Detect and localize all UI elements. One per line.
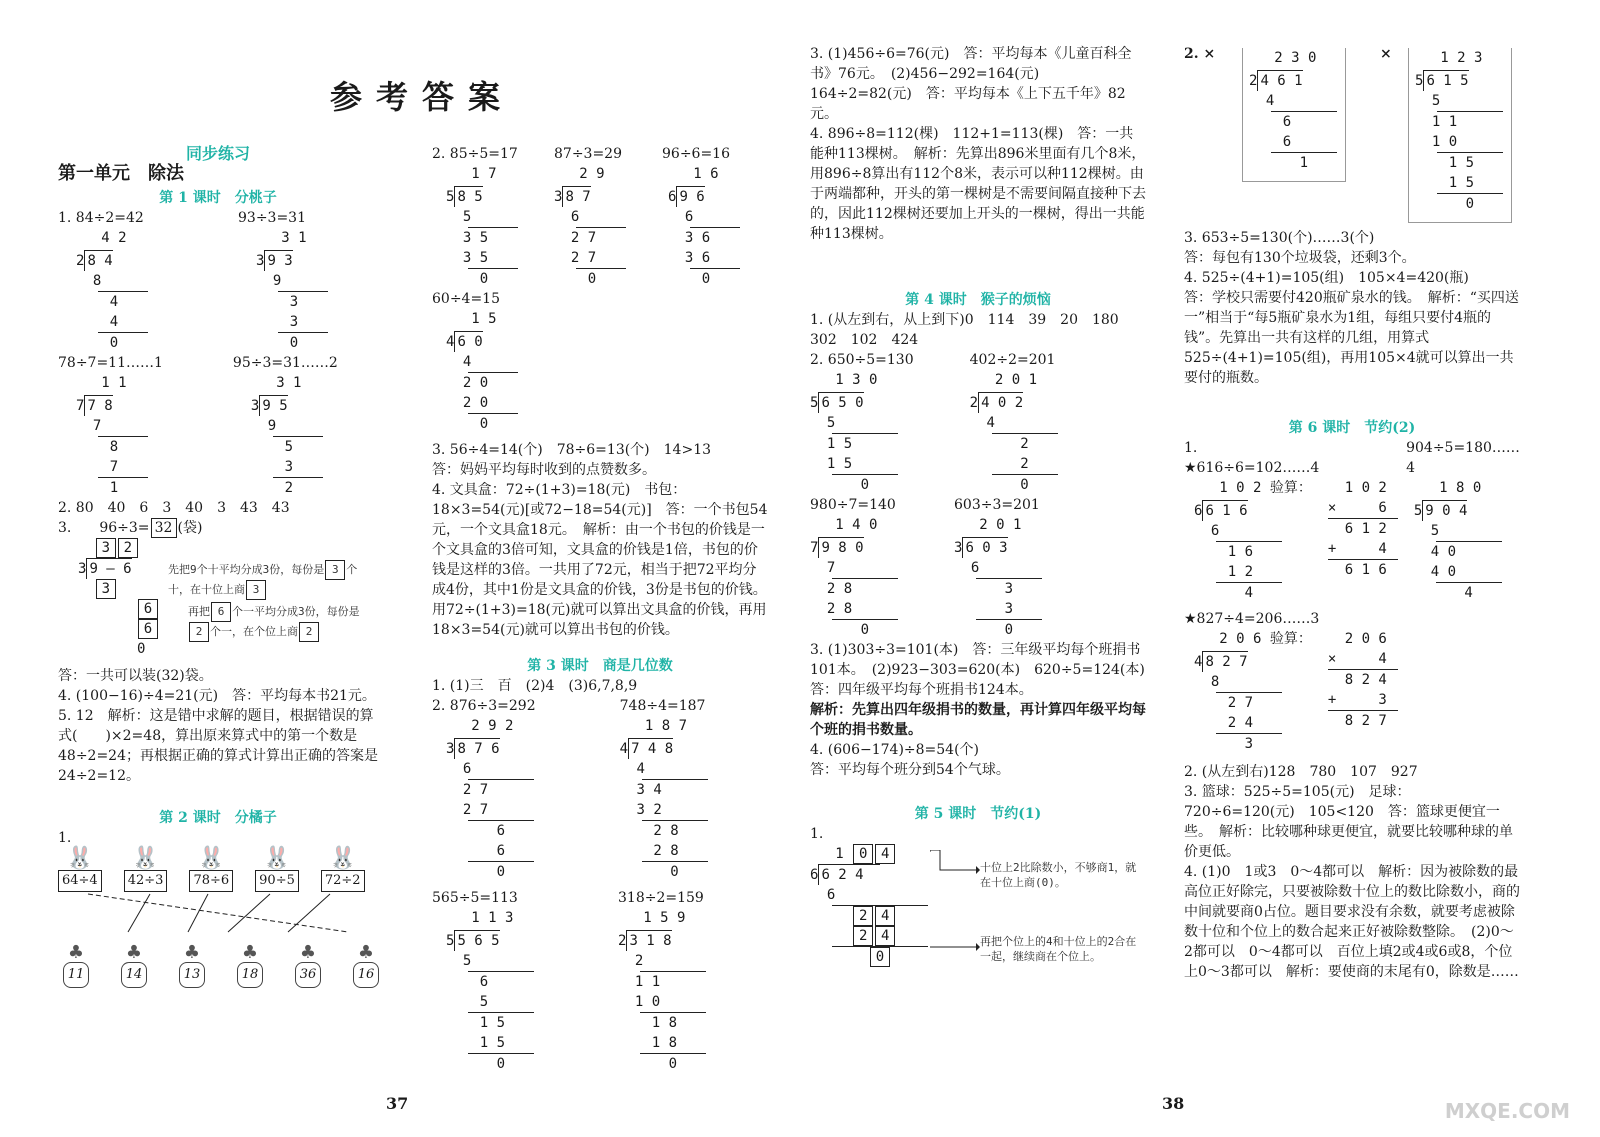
c4-q61-header (1184, 438, 1520, 478)
q1c-equation: 78÷7=11……1 (58, 355, 163, 371)
c2-q32b-equation: 748÷4=187 (619, 698, 706, 714)
long-division: 1 5 4 6 0 4 2 0 2 0 0 (446, 309, 768, 434)
q3-note-1: 先把9个十平均分成3份，每份是 3 个十，在十位上商 3 (168, 560, 358, 600)
c3-q42a-equation: 2. 650÷5=130 (810, 352, 914, 368)
q1b-equation: 93÷3=31 (238, 210, 306, 226)
carrot-icon: ♣ 11 (58, 944, 94, 988)
rabbit-icon: 🐰 (263, 846, 291, 871)
long-division: 1 6 6 9 6 6 3 6 3 6 0 (668, 164, 740, 289)
long-division: 2 0 1 2 4 0 2 4 2 2 0 (970, 370, 1058, 495)
c2-q32a-equation: 2. 876÷3=292 (432, 698, 536, 714)
c4-q63: 3. 篮球：525÷5=105(元) 足球：720÷6=120(元) 105<120 答：篮球更便宜一些。 解析：比较哪种球更便宜，就要比较哪种球的单价更低。 (1184, 784, 1513, 860)
c4-q3-answer: 答：每包有130个垃圾袋，还剩3个。 (1184, 250, 1416, 266)
c2-q2d-equation: 60÷4=15 (432, 291, 500, 307)
long-division: 1 8 0 5 9 0 4 5 4 0 4 0 4 (1414, 478, 1502, 603)
q3-note-2: 再把 6 个一平均分成3份，每份是2 个一，在个位上商 2 (188, 602, 378, 642)
q51-division-diagram: 1 0 4 6 6 2 4 6 2 4 2 4 0 十位上2比除数小，不够商1，就在十位上商(0)。 再把个位上的4和十位上的2合在一起，继续商在个位上。 (810, 844, 1146, 1014)
c3-q44-answer: 答：平均每个班分到54个气球。 (810, 762, 1010, 778)
lesson-heading-4: 第 4 课时 猴子的烦恼 (905, 292, 1051, 308)
q5-answer: 5. 12 解析：这是错中求解的题目，根据错误的算式( )×2=48，算出原来算式中的第一个数是48÷2=24；再根据正确的算式计算出正确的答案是24÷2=12。 (58, 708, 378, 784)
c2-q32-row-2 (432, 888, 768, 1074)
c3-q42d-equation: 603÷3=201 (954, 497, 1040, 513)
c3-q43-analysis: 解析：先算出四年级捐书的数量，再计算四年级平均每个班的捐书数量。 (810, 702, 1146, 738)
long-division: 1 7 5 8 5 5 3 5 3 5 0 (446, 164, 518, 289)
lesson-heading-1: 第 1 课时 分桃子 (159, 190, 277, 206)
c3-q42-row-1 (810, 350, 1146, 495)
c3-q44: 4. (606−174)÷8=54(个) (810, 742, 980, 758)
section-heading: 同步练习 (185, 144, 250, 163)
carrot-row (58, 944, 378, 988)
long-division: 1 3 0 5 6 5 0 5 1 5 1 5 0 (810, 370, 914, 495)
c3-q43: 3. (1)303÷3=101(本) 答：三年级平均每个班捐书101本。 (2)923−303=620(本) 620÷5=124(本) 答：四年级平均每个班捐书124本。 (810, 642, 1159, 698)
page-title: 参考答案 (330, 78, 515, 116)
c4-q64: 4. (1)0 1或3 0～4都可以 解析：因为被除数的最高位正好除完，只要被除数十位上的数比除数小，商的中间就要商0占位。题目要求没有余数，就要考虑被除数十位和个位上的数合起来正好被除数整除。 (2)0～2都可以 0～4都可以 百位上填2或4或6或8，个位上0～3都可以 解析：要使商的末尾有0，除数是…… (1184, 864, 1520, 980)
c4-q3: 3. 653÷5=130(个)……3(个) (1184, 230, 1375, 246)
lesson-heading-6: 第 6 课时 节约(2) (1288, 420, 1416, 436)
carrot-icon: ♣ 18 (232, 944, 268, 988)
c4-q2-block (1184, 44, 1520, 214)
page-number-right: 38 (1162, 1094, 1185, 1113)
rabbit-card: 🐰 78÷6 (189, 848, 233, 892)
c2-q2a-equation: 2. 85÷5=17 (432, 146, 518, 162)
watermark: MXQE.COM (1444, 1099, 1570, 1123)
c2-q31: 1. (1)三 百 (2)4 (3)6,7,8,9 (432, 678, 638, 694)
rabbit-card: 🐰 72÷2 (321, 848, 365, 892)
c2-q2-row (432, 144, 768, 289)
page-number-left: 37 (386, 1094, 409, 1113)
q1-row-2 (58, 353, 378, 498)
rabbit-row (58, 848, 378, 892)
lesson-heading-2: 第 2 课时 分橘子 (159, 810, 277, 826)
q51-note-1: 十位上2比除数小，不够商1，就在十位上商(0)。 (980, 861, 1137, 889)
long-division: 2 9 3 8 7 6 2 7 2 7 0 (554, 164, 626, 289)
c2-q3: 3. 56÷4=14(个) 78÷6=13(个) 14>13 (432, 442, 712, 458)
c4-q61b: 904÷5=180……4 (1406, 440, 1520, 476)
c2-q3-answer: 答：妈妈平均每时收到的点赞数多。 (432, 462, 656, 478)
rabbit-icon: 🐰 (197, 846, 225, 871)
column-2 (432, 144, 768, 1074)
long-division: 1 4 0 7 9 8 0 7 2 8 2 8 0 (810, 515, 898, 640)
check-multiplication: 1 0 2 × 6 6 1 2 + 4 6 1 6 (1328, 478, 1398, 603)
check-multiplication: 2 0 6 × 4 8 2 4 + 3 8 2 7 (1328, 629, 1398, 754)
c2-q2b-equation: 87÷3=29 (554, 146, 622, 162)
column-1 (58, 144, 378, 988)
q51-note-2: 再把个位上的4和十位上的2合在一起，继续商在个位上。 (980, 935, 1137, 963)
c4-q61c-work (1184, 629, 1520, 754)
q3-label: 3. 96÷3= 32 (袋) (58, 520, 203, 536)
c3-q51: 1. (810, 826, 824, 842)
long-division: 1 1 3 5 5 6 5 5 6 5 1 5 1 5 0 (446, 908, 534, 1074)
lesson-heading-3: 第 3 课时 商是几位数 (527, 658, 673, 674)
long-division: 2 0 1 3 6 0 3 6 3 3 0 (954, 515, 1042, 640)
c3-q42b-equation: 402÷2=201 (969, 352, 1056, 368)
q3-answer: 答：一共可以装(32)袋。 (58, 668, 213, 684)
long-division: 1 5 9 2 3 1 8 2 1 1 1 0 1 8 1 8 0 (618, 908, 706, 1074)
long-division: 1 8 7 4 7 4 8 4 3 4 3 2 2 8 2 8 0 (620, 716, 708, 882)
rabbit-icon: 🐰 (66, 846, 94, 871)
c4-q4-answer: 答：学校只需要付420瓶矿泉水的钱。 解析：“买四送一”相当于“每5瓶矿泉水为1组，每组只要付4瓶的钱”。先算出一共有这样的几组，用算式525÷(4+1)=105(组)，再用105×4就可以算出一共要付的瓶数。 (1184, 290, 1519, 386)
q1a-equation: 1. 84÷2=42 (58, 210, 144, 226)
q2-answer: 2. 80 40 6 3 40 3 43 43 (58, 500, 290, 516)
c3-q42c-equation: 980÷7=140 (810, 497, 896, 513)
c3-q4: 4. 896÷8=112(棵) 112+1=113(棵) 答：一共能种113棵树。 解析：先算出896米里面有几个8米，用896÷8算出有112个8米，表示可以种112棵树。由于两端都种，开头的第一棵树是不需要间隔直接种下去的，因此112棵树还要加上开头的一棵树，得出一共能种113棵树。 (810, 126, 1146, 242)
long-division: 4 2 2 8 4 8 4 4 0 (76, 228, 148, 353)
carrot-icon: ♣ 13 (174, 944, 210, 988)
unit-heading: 第一单元 除法 (58, 163, 184, 184)
c4-q61c: ★827÷4=206……3 (1184, 611, 1320, 627)
c4-q2-label: 2. × (1184, 46, 1216, 62)
arrow-icon (930, 942, 980, 952)
long-division: 2 0 6 验算： 4 8 2 7 8 2 7 2 4 3 (1194, 631, 1312, 752)
q21-label: 1. (58, 830, 72, 846)
wrong-division-1: 2 3 0 2 4 6 1 4 6 6 1 (1242, 48, 1346, 182)
c4-q4: 4. 525÷(4+1)=105(组) 105×4=420(瓶) (1184, 270, 1469, 286)
q4-answer: 4. (100−16)÷4=21(元) 答：平均每本书21元。 (58, 688, 376, 704)
rabbit-card: 🐰 90÷5 (255, 848, 299, 892)
wrong-division-2: 1 2 3 5 6 1 5 5 1 1 1 0 1 5 1 5 0 (1408, 48, 1512, 223)
long-division: 3 1 3 9 5 9 5 3 2 (251, 373, 338, 498)
c2-q32-row-1 (432, 696, 768, 882)
c2-q4: 4. 文具盒：72÷(1+3)=18(元) 书包：18×3=54(元)[或72−18=54(元)] 答：一个书包54元，一个文具盒18元。 解析：由一个书包的价钱是一个文具盒的3倍可知，文具盒的价钱是1倍，书包的价钱是这样的3倍。一共用了72元，相当于把72平均分成4份，其中1份是文具盒的价钱，3份是书包的价钱。用72÷(1+3)=18(元)就可以算出文具盒的价钱，再用18×3=54(元)就可以算出书包的价钱。 (432, 482, 768, 638)
long-division: 2 9 2 3 8 7 6 6 2 7 2 7 6 6 0 (446, 716, 536, 882)
long-division: 1 0 2 验算： 6 6 1 6 6 1 6 1 2 4 (1194, 480, 1312, 601)
column-3 (810, 44, 1159, 1014)
c2-q32c-equation: 565÷5=113 (432, 890, 518, 906)
c2-q32d-equation: 318÷2=159 (618, 890, 704, 906)
long-division: 1 1 7 7 8 7 8 7 1 (76, 373, 163, 498)
arrow-icon (930, 850, 980, 880)
c3-q3: 3. (1)456÷6=76(元) 答：平均每本《儿童百科全书》76元。 (2)456−292=164(元) 164÷2=82(元) 答：平均每本《上下五千年》82元。 (810, 46, 1132, 122)
q1-row-1 (58, 208, 378, 353)
c3-q42-row-2 (810, 495, 1146, 640)
lesson-heading-5: 第 5 课时 节约(1) (914, 806, 1042, 822)
rabbit-card: 🐰 64÷4 (58, 848, 102, 892)
carrot-icon: ♣ 16 (348, 944, 384, 988)
long-division: 3 1 3 9 3 9 3 3 0 (256, 228, 328, 353)
carrot-icon: ♣ 14 (116, 944, 152, 988)
rabbit-icon: 🐰 (329, 846, 357, 871)
q1d-equation: 95÷3=31……2 (232, 355, 338, 371)
c4-q62: 2. (从左到右)128 780 107 927 (1184, 764, 1418, 780)
c2-q2c-equation: 96÷6=16 (662, 146, 730, 162)
rabbit-card: 🐰 42÷3 (124, 848, 168, 892)
c4-q61-work (1184, 478, 1520, 603)
wrong-mark-icon: × (1380, 46, 1392, 62)
rabbit-icon: 🐰 (131, 846, 160, 871)
q3-division-diagram: 3 2 3 9 — 6 3 6 6 0 先把9个十平均分成3份，每份是 3 个十，在十位上商 3 再把 6 个一平均分成3份，每份是2 个一，在个位上商 2 (78, 538, 378, 666)
c4-q61a: 1. ★616÷6=102……4 (1184, 440, 1320, 476)
c3-q41: 1. (从左到右，从上到下)0 114 39 20 180 302 102 424 (810, 312, 1133, 348)
carrot-icon: ♣ 36 (290, 944, 326, 988)
matching-lines (58, 892, 378, 938)
column-4 (1184, 44, 1520, 982)
right-page (800, 0, 1600, 1137)
